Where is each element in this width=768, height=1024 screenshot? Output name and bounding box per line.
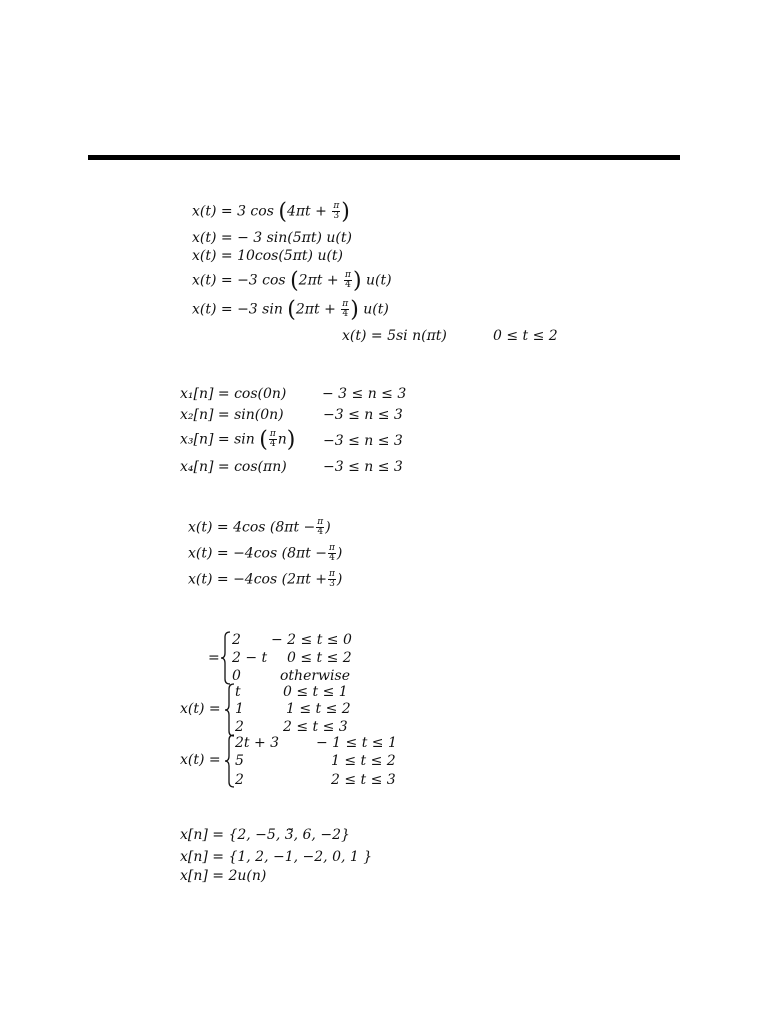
sequence-eq-1: x[n] = {2, −5, 3̆, 6, −2}: [180, 827, 350, 843]
cosine-eq-2: x(t) = −4cos (8πt − $\frac{\pi}{4}$ ): [188, 543, 343, 563]
discrete-eq-1-range: − 3 ≤ n ≤ 3: [322, 386, 407, 402]
piecewise-2-cond-2: 1 ≤ t ≤ 2: [286, 701, 351, 717]
piecewise-2-val-3: 2: [235, 719, 244, 735]
piecewise-2-cond-1: 0 ≤ t ≤ 1: [283, 684, 348, 700]
piecewise-1-brace: [220, 631, 232, 685]
equation-1-6-range: 0 ≤ t ≤ 2: [493, 328, 558, 344]
discrete-eq-4: x₄[n] = cos(πn): [180, 459, 287, 475]
discrete-eq-2: x₂[n] = sin(0n): [180, 407, 284, 423]
piecewise-3-val-1: 2t + 3: [235, 735, 280, 751]
discrete-eq-4-range: −3 ≤ n ≤ 3: [323, 459, 403, 475]
equation-1-3: x(t) = 10cos(5πt) u(t): [192, 248, 344, 264]
cosine-eq-3: x(t) = −4cos (2πt + $\frac{\pi}{3}$ ): [188, 569, 343, 589]
piecewise-3-lhs: x(t) =: [180, 752, 221, 768]
piecewise-3-cond-2: 1 ≤ t ≤ 2: [331, 753, 396, 769]
discrete-eq-2-range: −3 ≤ n ≤ 3: [323, 407, 403, 423]
equation-1-6: x(t) = 5si n(πt): [342, 328, 447, 344]
piecewise-1-cond-2: 0 ≤ t ≤ 2: [287, 650, 352, 666]
piecewise-3-cond-3: 2 ≤ t ≤ 3: [331, 772, 396, 788]
piecewise-2-cond-3: 2 ≤ t ≤ 3: [283, 719, 348, 735]
sequence-eq-2: x[n] = {1, 2, −1, −2, 0, 1 }: [180, 849, 373, 865]
piecewise-3-val-2: 5: [235, 753, 244, 769]
piecewise-2-lhs: x(t) =: [180, 701, 221, 717]
piecewise-1-val-2: 2 − t: [232, 650, 268, 666]
discrete-eq-1: x₁[n] = cos(0n): [180, 386, 287, 402]
discrete-eq-3: x₃[n] = sin ( $\frac{\pi}{4}$ n): [180, 427, 296, 453]
piecewise-2-val-2: 1: [235, 701, 244, 717]
equation-1-2: x(t) = − 3 sin(5πt) u(t): [192, 230, 352, 246]
cosine-eq-1: x(t) = 4cos (8πt − $\frac{\pi}{4}$ ): [188, 517, 331, 537]
equation-1-4: x(t) = −3 cos (2πt + $\frac{\pi}{4}$ ) u(t): [192, 268, 392, 294]
piecewise-1-val-3: 0: [232, 668, 241, 684]
piecewise-1-cond-1: − 2 ≤ t ≤ 0: [271, 632, 352, 648]
piecewise-1-val-1: 2: [232, 632, 241, 648]
piecewise-1-lhs: =: [208, 650, 220, 666]
piecewise-3-cond-1: − 1 ≤ t ≤ 1: [316, 735, 397, 751]
piecewise-3-val-3: 2: [235, 772, 244, 788]
horizontal-rule: [88, 155, 680, 160]
sequence-eq-3: x[n] = 2u(n): [180, 868, 267, 884]
piecewise-1-cond-3: otherwise: [280, 668, 350, 684]
discrete-eq-3-range: −3 ≤ n ≤ 3: [323, 433, 403, 449]
equation-1-5: x(t) = −3 sin (2πt + $\frac{\pi}{4}$ ) u(t): [192, 297, 389, 323]
piecewise-2-val-1: t: [235, 684, 241, 700]
equation-1-1: x(t) = 3 cos (4πt + $\frac{\pi}{3}$ ): [192, 199, 350, 225]
